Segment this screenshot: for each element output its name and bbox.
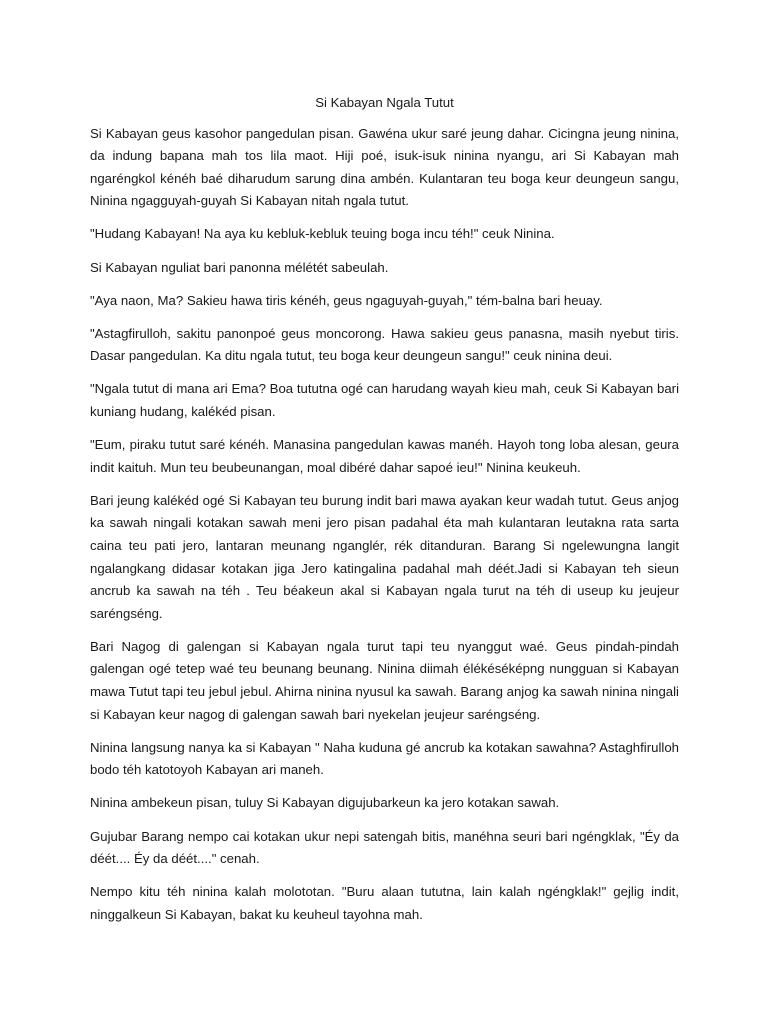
paragraph-7: "Eum, piraku tutut saré kénéh. Manasina pangedulan kawas manéh. Hayoh tong loba alesan, geura indit kaituh. Mun teu beubeunangan, moal dibéré dahar sapoé ieu!" Ninina keukeuh. bbox=[90, 437, 679, 475]
paragraph-6: "Ngala tutut di mana ari Ema? Boa tututna ogé can harudang wayah kieu mah, ceuk Si Kabayan bari kuniang hudang, kalékéd pisan. bbox=[90, 381, 679, 420]
paragraph-8: Bari jeung kalékéd ogé Si Kabayan teu burung indit bari mawa ayakan keur wadah tutut. Geus anjog ka sawah ningali kotakan sawah meni jero pisan padahal éta mah kulantaran leutakna rata sarta caina teu pati jero, lantaran meunang nganglér, rék ditanduran. Barang Si ngelewungna langit ngalangkang didasar kotakan jiga Jero katingalina padahal mah déét.Jadi si Kabayan teh sieun ancrub ka sawah na téh . Teu béakeun akal si Kabayan ngala turut na téh di useup ku jeujeur saréngséng. bbox=[90, 492, 679, 621]
paragraph-2: "Hudang Kabayan! Na aya ku kebluk-kebluk teuing boga incu téh!" ceuk Ninina. bbox=[90, 226, 555, 242]
paragraph-11: Ninina ambekeun pisan, tuluy Si Kabayan digujubarkeun ka jero kotakan sawah. bbox=[90, 795, 560, 811]
paragraph-13: Nempo kitu téh ninina kalah molototan. "Buru alaan tututna, lain kalah ngéngklak!" gejlig indit, ninggalkeun Si Kabayan, bakat ku keuheul tayohna mah. bbox=[90, 884, 679, 922]
paragraph-4: "Aya naon, Ma? Sakieu hawa tiris kénéh, geus ngaguyah-guyah," tém-balna bari heuay. bbox=[90, 292, 603, 308]
paragraph-1: Si Kabayan geus kasohor pangedulan pisan. Gawéna ukur saré jeung dahar. Cicingna jeung ninina, da indung bapana mah tos lila maot. Hiji poé, isuk-isuk ninina nyangu, ari Si Kabayan mah ngaréngkol kénéh baé diharudum sarung dina ambén. Kulantaran teu boga keur deungeun sangu, Ninina ngagguyah-guyah Si Kabayan nitah ngala tutut. bbox=[90, 125, 679, 209]
paragraph-12: Gujubar Barang nempo cai kotakan ukur nepi satengah bitis, manéhna seuri bari ngéngklak, "Éy da déét.... Éy da déét...." cenah. bbox=[90, 828, 679, 867]
paragraph-3: Si Kabayan nguliat bari panonna mélétét sabeulah. bbox=[90, 259, 389, 275]
document-title: Si Kabayan Ngala Tutut bbox=[315, 95, 454, 110]
paragraph-5: "Astagfirulloh, sakitu panonpoé geus moncorong. Hawa sakieu geus panasna, masih nyebut tiris. Dasar pangedulan. Ka ditu ngala tutut, teu boga keur deungeun sangu!" ceuk ninina deui. bbox=[90, 325, 679, 364]
paragraph-10: Ninina langsung nanya ka si Kabayan " Naha kuduna gé ancrub ka kotakan sawahna? Astaghfirulloh bodo téh katotoyoh Kabayan ari maneh. bbox=[90, 739, 679, 778]
paragraph-9: Bari Nagog di galengan si Kabayan ngala turut tapi teu nyanggut waé. Geus pindah-pindah galengan ogé tetep waé teu beunang beunang. Ninina diimah élékéséképng nungguan si Kabayan mawa Tutut tapi teu jebul jebul. Ahirna ninina nyusul ka sawah. Barang anjog ka sawah ninina ningali si Kabayan keur nagog di galengan sawah bari nyekelan jeujeur saréngséng. bbox=[90, 638, 679, 722]
document-page bbox=[90, 92, 679, 937]
